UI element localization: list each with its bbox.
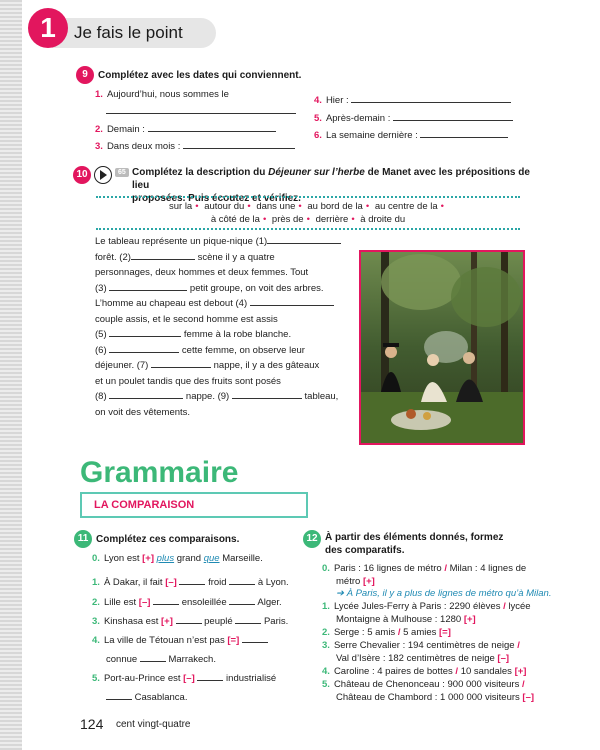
text-line: personnages, deux hommes et deux femmes. Tout: [95, 267, 309, 278]
page-number-words: cent vingt-quatre: [116, 719, 191, 730]
exercise-9-title: Complétez avec les dates qui conviennent.: [98, 70, 302, 81]
text-line: on voit des vêtements.: [95, 406, 191, 418]
ex9-item-5: 5. Après-demain :: [314, 111, 513, 125]
ex9-item-6: 6. La semaine dernière :: [314, 128, 508, 142]
text-line: Le tableau représente un pique-nique (1): [95, 234, 341, 250]
unit-number-badge: 1: [28, 8, 68, 48]
page-margin-stripe: [0, 0, 22, 750]
text-line: (8) nappe. (9) tableau,: [95, 391, 339, 402]
ex11-item-4: 4. La ville de Tétouan n’est pas [=]: [92, 633, 268, 647]
text-line: L’homme au chapeau est debout (4): [95, 296, 341, 312]
ex12-item-1: 1. Lycée Jules-Ferry à Paris : 2290 élèves / lycée: [322, 601, 531, 612]
exercise-10-title: Complétez la description du Déjeuner sur l’herbe de Manet avec les prépositions de lieu proposées. Puis écoutez et vérifiez.: [132, 167, 530, 204]
ex12-item-3: 3. Serre Chevalier : 194 centimètres de neige /: [322, 640, 520, 651]
ex11-item-1: 1. À Dakar, il fait [–] froid à Lyon.: [92, 577, 289, 588]
exercise-9-number: 9: [76, 66, 94, 84]
grammar-heading: Grammaire: [80, 456, 239, 489]
section-label-comparison: LA COMPARAISON: [80, 492, 308, 518]
page-number: 124: [80, 716, 104, 732]
unit-title: Je fais le point: [52, 18, 216, 48]
text-line: (5) femme à la robe blanche.: [95, 329, 292, 340]
ex11-item-3: 3. Kinshasa est [+] peuplé Paris.: [92, 616, 289, 627]
text-line: forêt. (2) scène il y a quatre: [95, 251, 275, 263]
ex11-item-5: 5. Port-au-Prince est [–] industrialisé: [92, 673, 277, 684]
ex12-item-1-cont: Montaigne à Mulhouse : 1280 [+]: [336, 614, 476, 625]
exercise-12-number: 12: [303, 530, 321, 548]
exercise-12-title: À partir des éléments donnés, formez des comparatifs.: [325, 532, 504, 556]
text-line: déjeuner. (7) nappe, il y a des gâteaux: [95, 360, 320, 371]
preposition-word-box: sur la • autour du • dans une • au bord de la • au centre de la • à côté de la • près de • derrière • à droite du: [96, 196, 520, 230]
ex12-item-3-cont: Val d’Isère : 182 centimètres de neige [–]: [336, 653, 510, 664]
text-line: (6) cette femme, on observe leur: [95, 344, 305, 356]
ex9-item-2: 2. Demain :: [95, 122, 276, 136]
ex12-item-5: 5. Château de Chenonceau : 900 000 visiteurs /: [322, 679, 525, 690]
ex12-item-2: 2. Serge : 5 amis / 5 amies [=]: [322, 627, 451, 638]
play-audio-icon[interactable]: [94, 166, 112, 184]
audio-track-number: 65: [115, 168, 129, 177]
picnic-description-text: [95, 234, 341, 420]
ex9-item-1: 1. Aujourd’hui, nous sommes le: [95, 89, 229, 100]
exercise-11-number: 11: [74, 530, 92, 548]
ex9-item-4: 4. Hier :: [314, 93, 511, 107]
text-line: (3) petit groupe, on voit des arbres.: [95, 282, 324, 294]
ex9-item-3: 3. Dans deux mois :: [95, 139, 295, 153]
ex11-item-4-cont: connue Marrakech.: [106, 654, 216, 665]
manet-dejeuner-painting: [359, 250, 525, 445]
ex12-item-5-cont: Château de Chambord : 1 000 000 visiteurs [–]: [336, 692, 535, 703]
ex9-item-1-answer[interactable]: [106, 104, 296, 118]
exercise-11-title: Complétez ces comparaisons.: [96, 534, 240, 545]
exercise-10-number: 10: [73, 166, 91, 184]
ex11-item-0: 0. Lyon est [+] plus grand que Marseille.: [92, 553, 263, 564]
ex11-item-5-cont: Casablanca.: [106, 690, 187, 704]
ex12-example-answer: ➔ À Paris, il y a plus de lignes de métro qu’à Milan.: [336, 588, 552, 599]
text-line: et un poulet tandis que des fruits sont posés: [95, 375, 281, 387]
ex12-item-0-cont: métro [+]: [336, 576, 375, 587]
text-line: couple assis, et le second homme est assis: [95, 313, 278, 325]
ex11-item-2: 2. Lille est [–] ensoleillée Alger.: [92, 597, 282, 608]
ex12-item-0: 0. Paris : 16 lignes de métro / Milan : 4 lignes de: [322, 563, 527, 574]
ex12-item-4: 4. Caroline : 4 paires de bottes / 10 sandales [+]: [322, 666, 527, 677]
